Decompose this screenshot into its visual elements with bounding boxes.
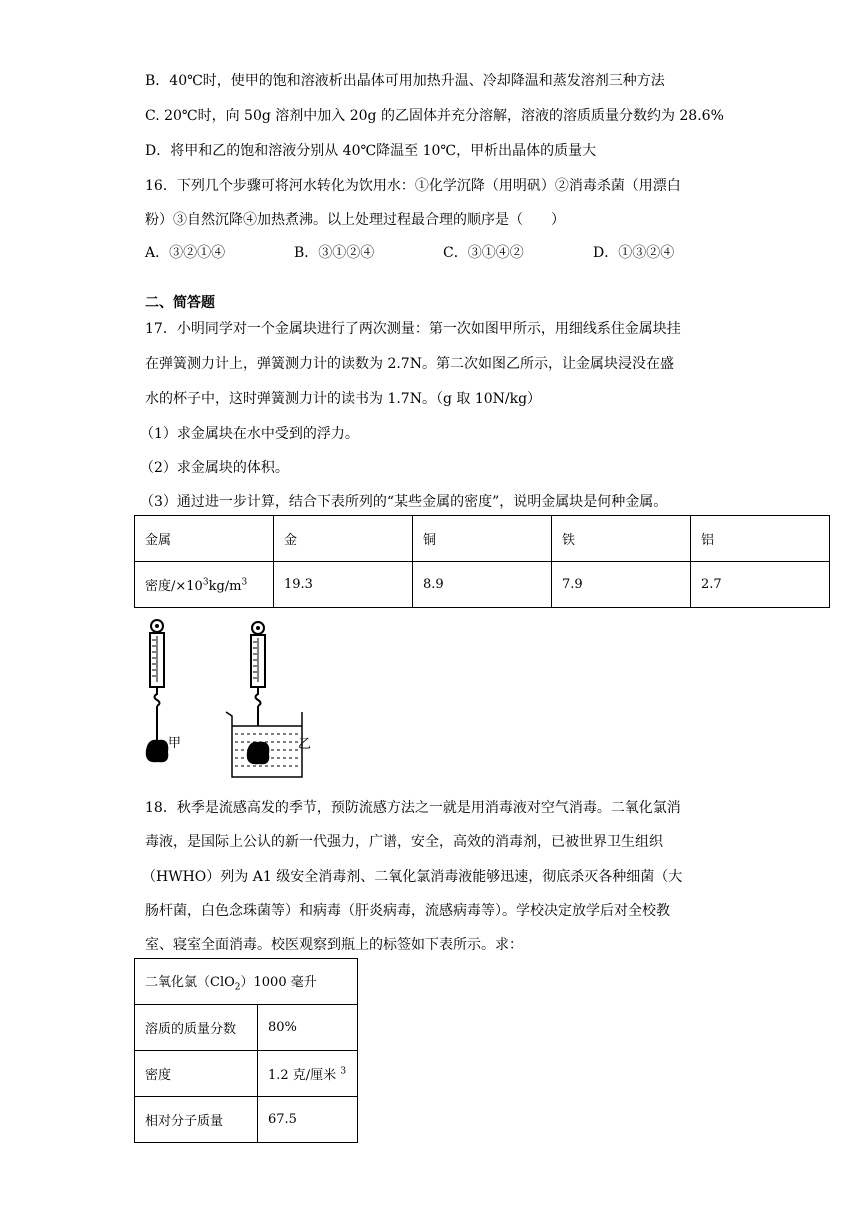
spring-scale-figure — [130, 612, 330, 782]
density-aluminium: 2.7 — [691, 562, 830, 608]
label-value: 1.2 克/厘米 $^3$ — [258, 1051, 358, 1097]
header-metal: 金属 — [135, 516, 274, 562]
density-iron: 7.9 — [552, 562, 691, 608]
label-title: 二氧化氯（ClO$_2$）1000 毫升 — [135, 959, 358, 1005]
q18-line-5: 室、寝室全面消毒。校医观察到瓶上的标签如下表所示。求： — [145, 937, 523, 953]
label-row — [135, 1051, 358, 1097]
q18-line-4: 肠杆菌，白色念珠菌等）和病毒（肝炎病毒，流感病毒等）。学校决定放学后对全校教 — [145, 903, 670, 919]
figure-label-right: 乙 — [298, 737, 312, 752]
label-key: 密度 — [135, 1051, 258, 1097]
q16-option-b: B．③①②④ — [294, 245, 375, 261]
q17-line-3: 水的杯子中，这时弹簧测力计的读书为 1.7N。（g 取 10N/kg） — [145, 391, 542, 407]
metal-density-table — [134, 515, 830, 608]
header-copper: 铜 — [413, 516, 552, 562]
q16-line-1: 16．下列几个步骤可将河水转化为饮用水：①化学沉降（用明矾）②消毒杀菌（用漂白 — [145, 178, 681, 194]
q15-option-c: C. 20℃时，向 50g 溶剂中加入 20g 的乙固体并充分溶解，溶液的溶质质量分数约为 28.6% — [145, 108, 724, 124]
density-row-label: 密度$/\times 10^3kg/m^3$ — [135, 562, 274, 608]
q16-option-c: C．③①④② — [443, 245, 524, 261]
q18-line-1: 18．秋季是流感高发的季节，预防流感方法之一就是用消毒液对空气消毒。二氧化氯消 — [145, 800, 681, 816]
metal-density-value-row — [135, 562, 830, 608]
label-key: 溶质的质量分数 — [135, 1005, 258, 1051]
q16-option-a: A．③②①④ — [145, 245, 226, 261]
q16-line-2: 粉）③自然沉降④加热煮沸。以上处理过程最合理的顺序是（ ） — [145, 212, 565, 228]
q17-sub-3: （3）通过进一步计算，结合下表所列的“某些金属的密度”，说明金属块是何种金属。 — [140, 494, 668, 510]
q15-option-d: D．将甲和乙的饱和溶液分别从 40℃降温至 10℃，甲析出晶体的质量大 — [145, 143, 597, 159]
header-iron: 铁 — [552, 516, 691, 562]
q17-sub-1: （1）求金属块在水中受到的浮力。 — [140, 426, 359, 442]
q17-line-1: 17．小明同学对一个金属块进行了两次测量：第一次如图甲所示，用细线系住金属块挂 — [145, 321, 681, 337]
header-gold: 金 — [274, 516, 413, 562]
section-title: 二、简答题 — [145, 295, 215, 311]
q18-line-2: 毒液，是国际上公认的新一代强力，广谱，安全，高效的消毒剂，已被世界卫生组织 — [145, 834, 663, 850]
label-row — [135, 1005, 358, 1051]
label-title-row — [135, 959, 358, 1005]
disinfectant-label-table — [134, 958, 358, 1143]
spring-scale-left — [146, 620, 169, 762]
density-copper: 8.9 — [413, 562, 552, 608]
q18-line-3: （HWHO）列为 A1 级安全消毒剂、二氧化氯消毒液能够迅速，彻底杀灭各种细菌（大 — [142, 869, 683, 885]
label-row — [135, 1097, 358, 1143]
beaker — [226, 712, 302, 777]
spring-scale-right — [251, 622, 265, 742]
metal-density-header-row — [135, 516, 830, 562]
q15-option-b: B．40℃时，使甲的饱和溶液析出晶体可用加热升温、冷却降温和蒸发溶剂三种方法 — [145, 73, 665, 89]
density-gold: 19.3 — [274, 562, 413, 608]
q17-line-2: 在弹簧测力计上，弹簧测力计的读数为 2.7N。第二次如图乙所示，让金属块浸没在盛 — [145, 356, 674, 372]
q17-sub-2: （2）求金属块的体积。 — [140, 460, 289, 476]
figure-label-left: 甲 — [168, 736, 182, 751]
label-value: 80% — [258, 1005, 358, 1051]
label-key: 相对分子质量 — [135, 1097, 258, 1143]
header-aluminium: 铝 — [691, 516, 830, 562]
q16-option-d: D．①③②④ — [593, 245, 675, 261]
label-value: 67.5 — [258, 1097, 358, 1143]
